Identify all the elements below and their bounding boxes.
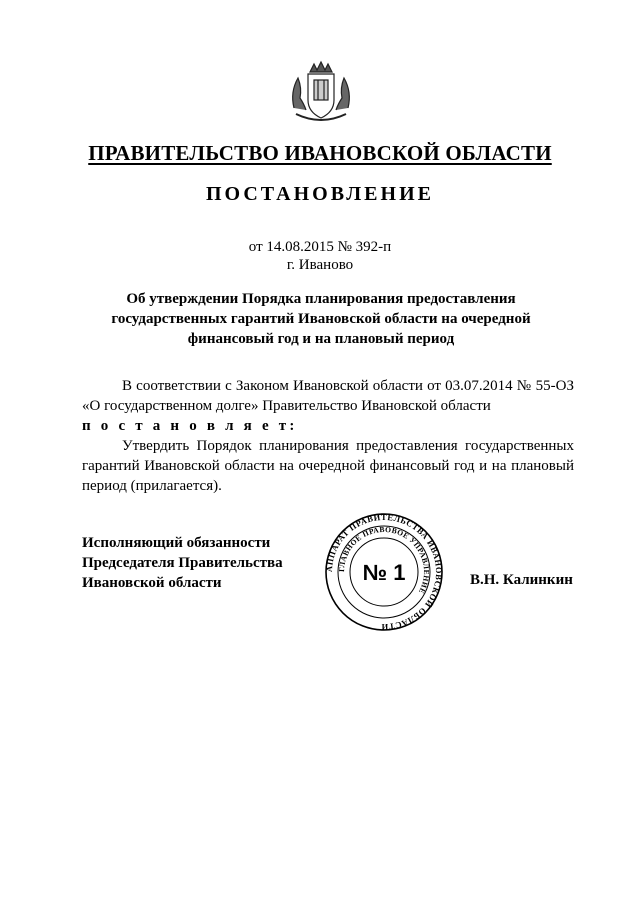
document-city: г. Иваново — [286, 257, 354, 273]
document-type: ПОСТАНОВЛЕНИЕ — [206, 183, 434, 205]
subject-line-3: финансовый год и на плановый период — [187, 331, 455, 347]
subject-line-1: Об утверждении Порядка планирования предоставления — [126, 291, 516, 307]
document-date-number: от 14.08.2015 № 392-п — [248, 239, 392, 255]
signer-name: В.Н. Калинкин — [470, 572, 573, 588]
signer-title-line-3: Ивановской области — [82, 575, 222, 591]
body-paragraph-1: В соответствии с Законом Ивановской области от 03.07.2014 № 55-ОЗ «О государственном долге» Правительство Ивановской области — [82, 378, 574, 414]
document-body — [82, 376, 574, 496]
stamp-inner-text: ГЛАВНОЕ ПРАВОВОЕ УПРАВЛЕНИЕ — [336, 524, 432, 596]
signer-title-line-1: Исполняющий обязанности — [82, 535, 271, 551]
subject-line-2: государственных гарантий Ивановской области на очередной — [111, 311, 531, 327]
coat-of-arms-icon — [286, 58, 356, 128]
stamp-number: № 1 — [362, 560, 406, 585]
document-subject — [88, 289, 554, 349]
signer-title — [82, 533, 322, 593]
resolves-word: п о с т а н о в л я е т: — [82, 418, 298, 434]
body-paragraph-2: Утвердить Порядок планирования предоставления государственных гарантий Ивановской области на очередной финансовый год и на плановый период (прилагается). — [82, 438, 574, 494]
organization-title — [0, 140, 640, 166]
organization-title-text: ПРАВИТЕЛЬСТВО ИВАНОВСКОЙ ОБЛАСТИ — [88, 141, 552, 165]
stamp-outer-text: АППАРАТ ПРАВИТЕЛЬСТВА ИВАНОВСКОЙ ОБЛАСТИ — [324, 512, 444, 632]
signer-title-line-2: Председателя Правительства — [82, 555, 283, 571]
official-stamp — [324, 512, 444, 632]
